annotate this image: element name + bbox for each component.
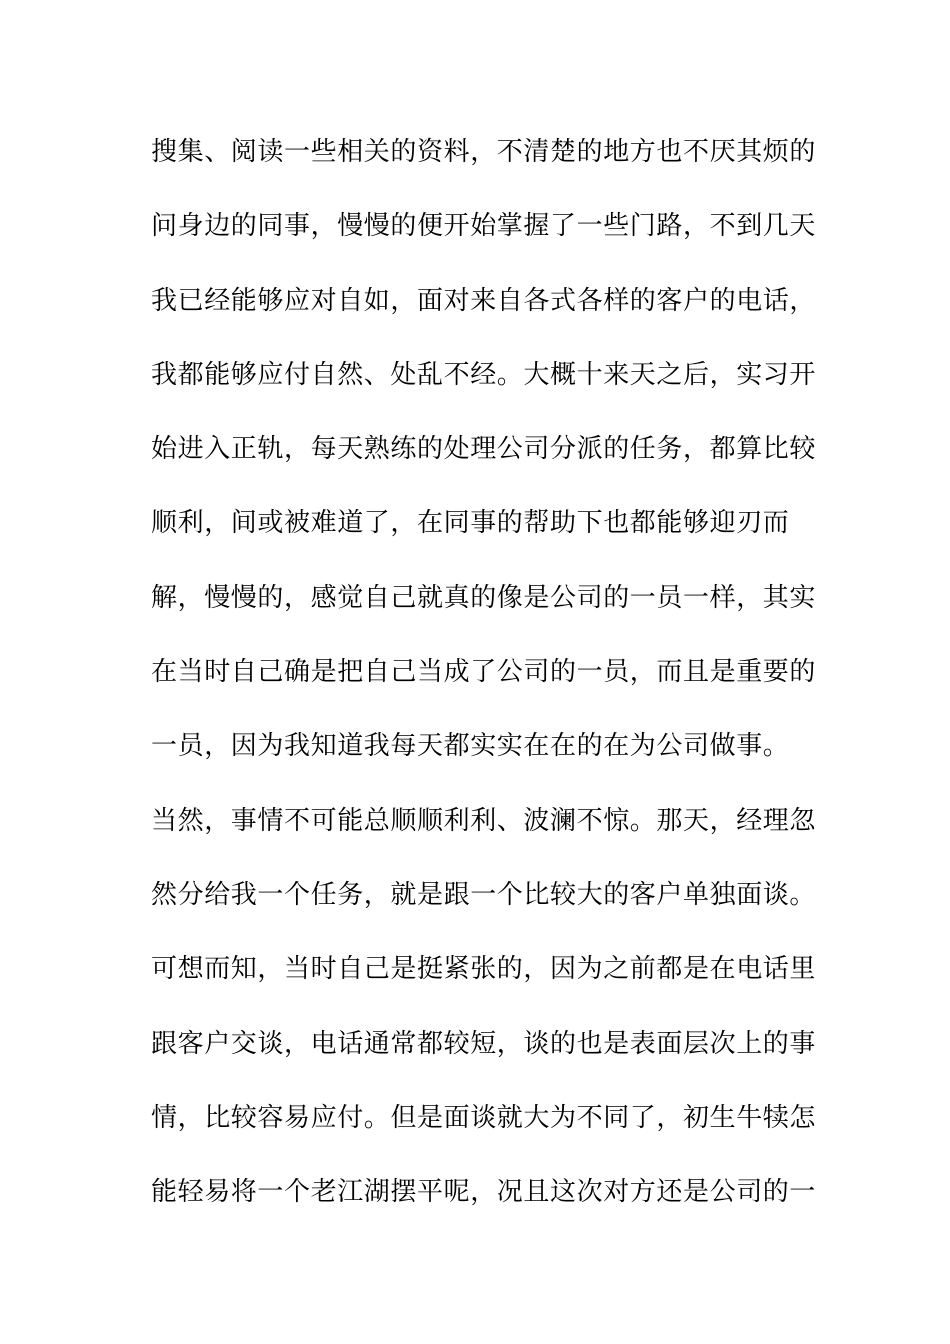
- text-line: 情，比较容易应付。但是面谈就大为不同了，初生牛犊怎: [151, 1102, 817, 1133]
- text-line: 一员，因为我知道我每天都实实在在的在为公司做事。: [151, 731, 790, 762]
- text-line: 我已经能够应对自如，面对来自各式各样的客户的电话，: [151, 285, 817, 316]
- text-line: 当然，事情不可能总顺顺利利、波澜不惊。那天，经理忽: [151, 805, 817, 836]
- text-line: 问身边的同事，慢慢的便开始掌握了一些门路，不到几天: [151, 211, 817, 242]
- text-line: 能轻易将一个老江湖摆平呢，况且这次对方还是公司的一: [151, 1177, 817, 1208]
- text-line: 在当时自己确是把自己当成了公司的一员，而且是重要的: [151, 657, 817, 688]
- text-line: 跟客户交谈，电话通常都较短，谈的也是表面层次上的事: [151, 1028, 817, 1059]
- body-text: [151, 127, 817, 1241]
- text-line: 搜集、阅读一些相关的资料，不清楚的地方也不厌其烦的: [151, 137, 817, 167]
- text-line: 始进入正轨，每天熟练的处理公司分派的任务，都算比较: [151, 434, 817, 465]
- text-line: 然分给我一个任务，就是跟一个比较大的客户单独面谈。: [151, 879, 817, 910]
- text-line: 解，慢慢的，感觉自己就真的像是公司的一员一样，其实: [151, 582, 817, 613]
- text-line: 我都能够应付自然、处乱不经。大概十来天之后，实习开: [151, 359, 817, 390]
- text-line: 顺利，间或被难道了，在同事的帮助下也都能够迎刃而: [151, 508, 790, 539]
- text-line: 可想而知，当时自己是挺紧张的，因为之前都是在电话里: [151, 954, 817, 985]
